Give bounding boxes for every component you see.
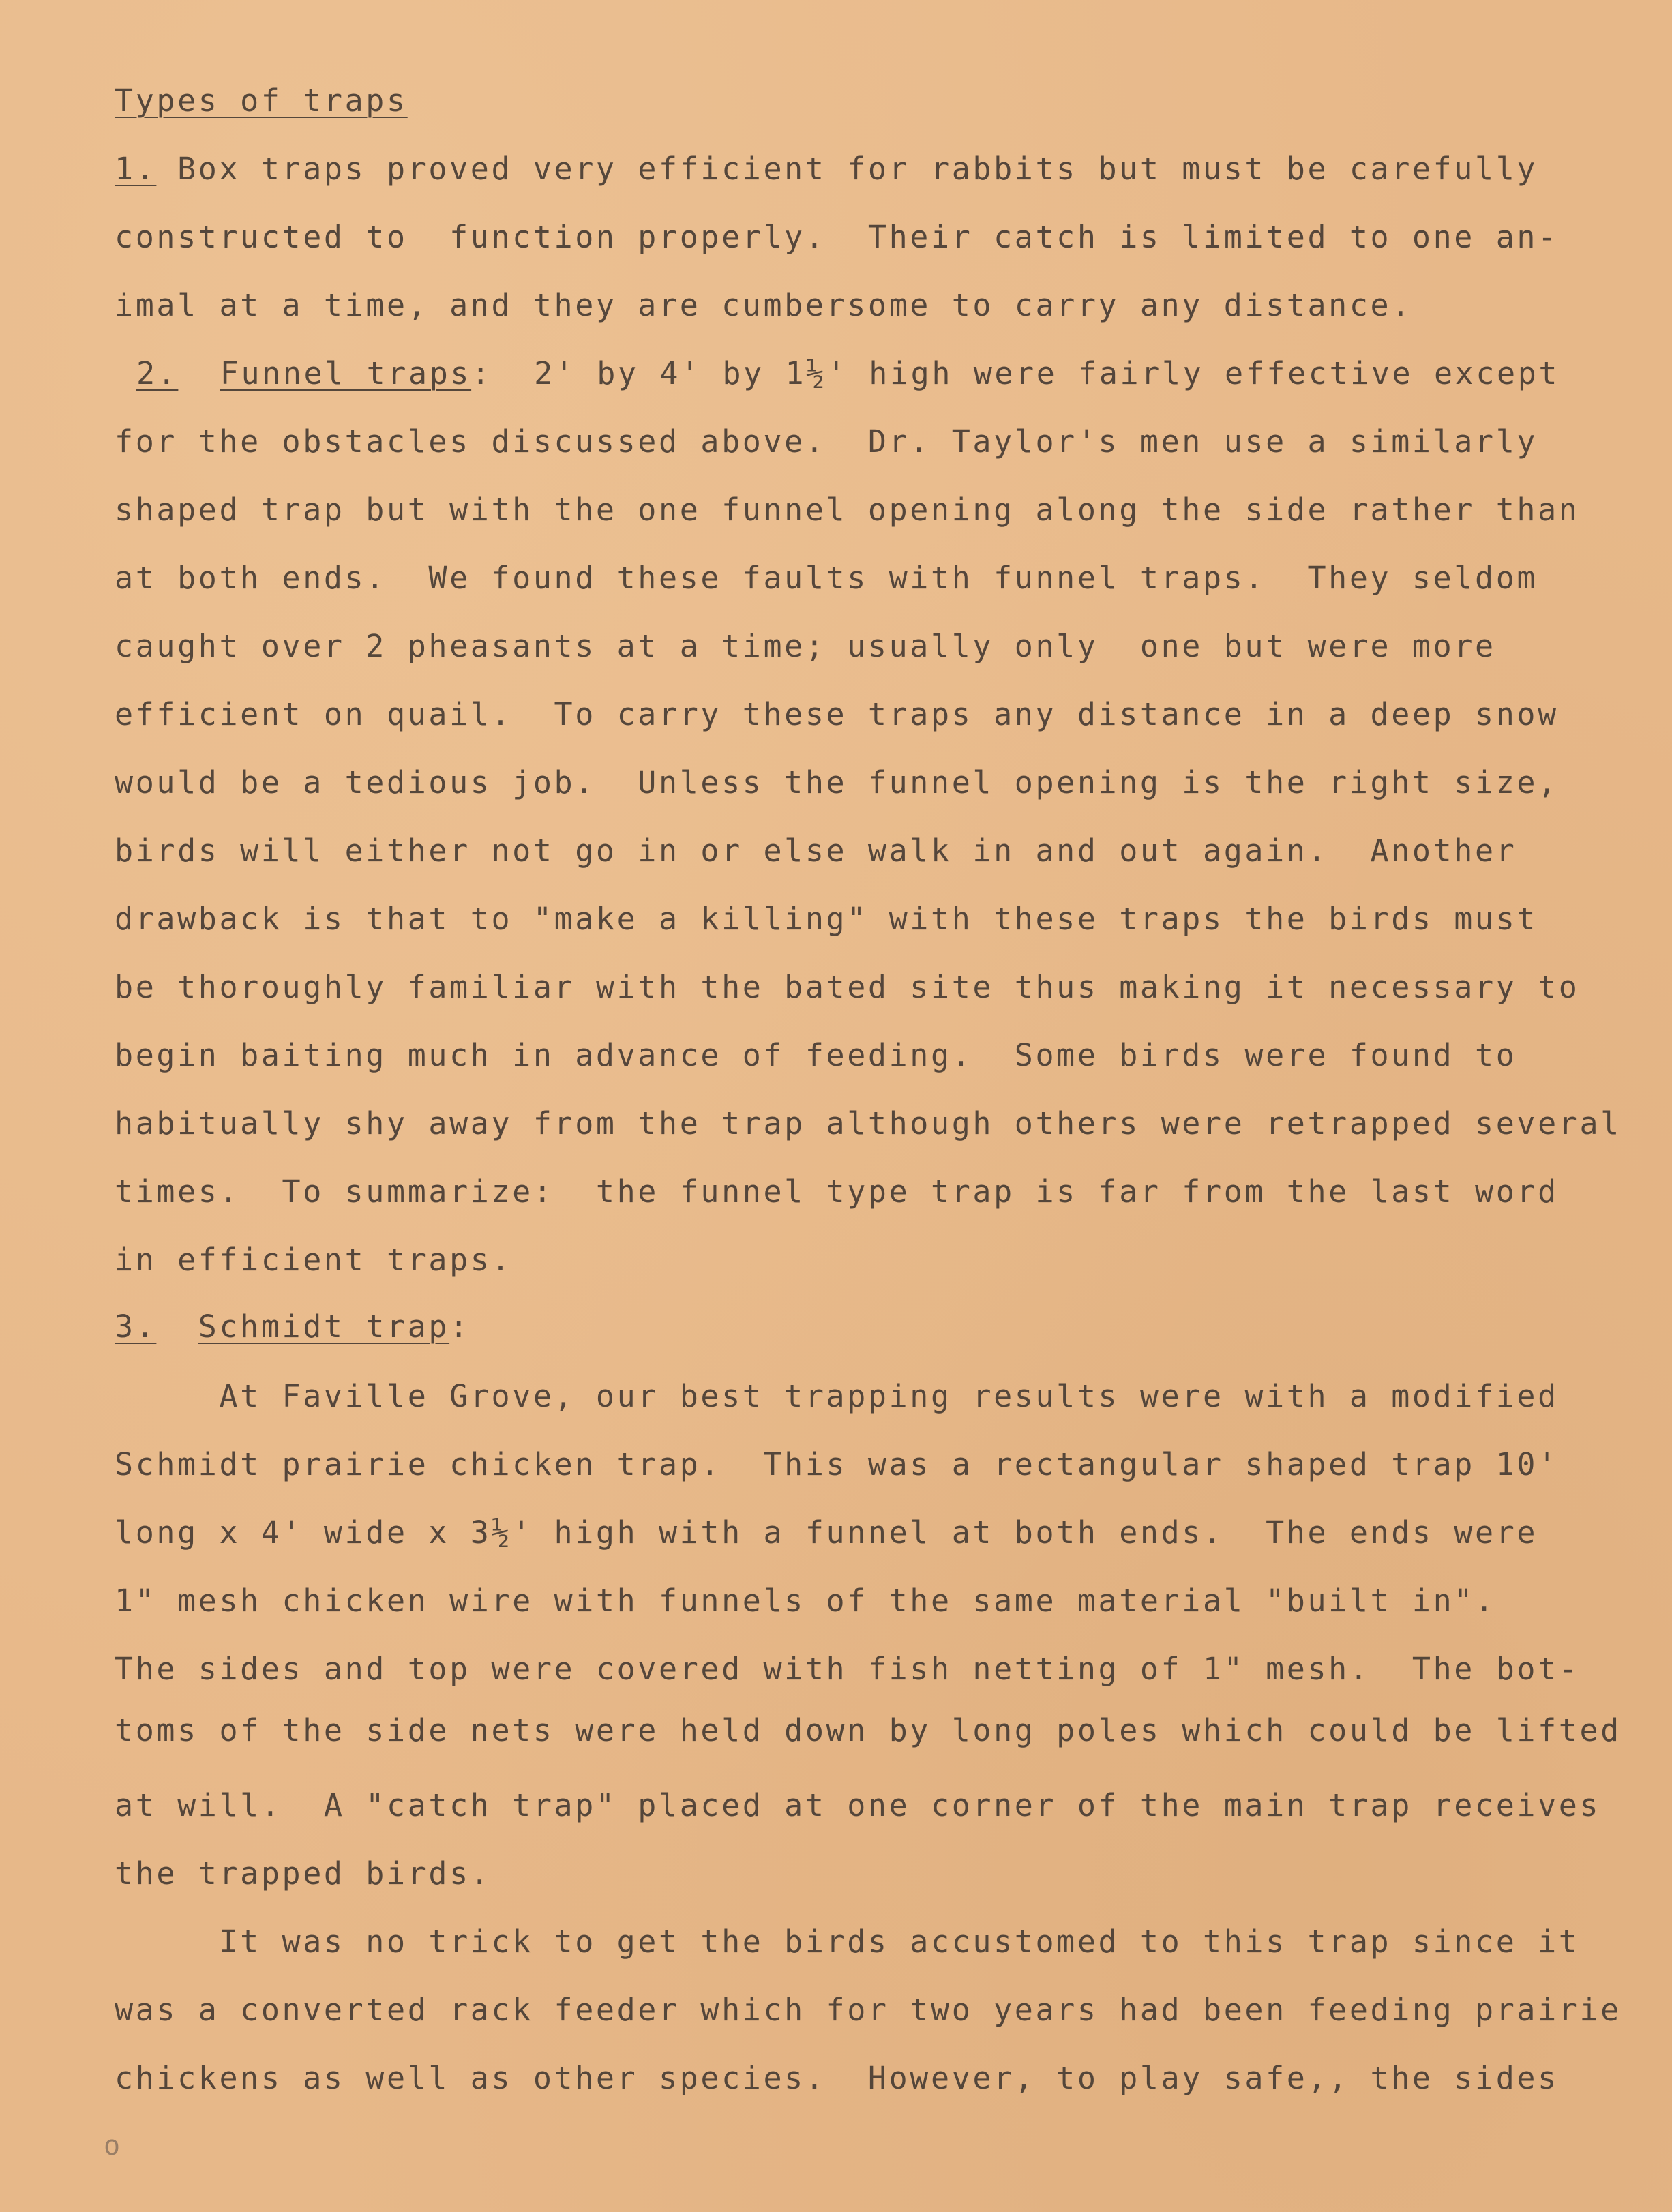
text-line-16: times. To summarize: the funnel type trap is far from the last word [115,1174,1559,1210]
text-line-10: would be a tedious job. Unless the funnel opening is the right size, [115,764,1559,801]
text-line-22: 1" mesh chicken wire with funnels of the same material "built in". [115,1583,1496,1619]
item-number-3: 3. [115,1309,157,1345]
text-line-18 [115,1306,471,1347]
page-corner-mark: o [104,2130,121,2162]
item-number-2: 2. [136,355,179,391]
text-line-19: At Faville Grove, our best trapping results were with a modified [115,1378,1559,1414]
text-line-4 [136,353,1559,394]
text-line-28: was a converted rack feeder which for two years had been feeding prairie [115,1992,1622,2028]
text-line-13: be thoroughly familiar with the bated site thus making it necessary to [115,969,1580,1005]
line-text [178,355,220,391]
text-line-11: birds will either not go in or else walk in and out again. Another [115,833,1517,869]
text-line-15: habitually shy away from the trap although others were retrapped several [115,1105,1622,1141]
line-text [156,1309,198,1345]
text-line-2: constructed to function properly. Their catch is limited to one an- [115,219,1559,255]
line-text: : 2' by 4' by 1½' high were fairly effective except [471,355,1560,391]
text-line-14: begin baiting much in advance of feeding. Some birds were found to [115,1037,1517,1073]
line-text: Box traps proved very efficient for rabbits but must be carefully [156,151,1538,187]
text-line-25: at will. A "catch trap" placed at one corner of the main trap receives [115,1787,1601,1823]
text-line-3: imal at a time, and they are cumbersome to carry any distance. [115,287,1412,323]
funnel-traps-subheading: Funnel traps [220,355,472,391]
text-line-9: efficient on quail. To carry these traps any distance in a deep snow [115,696,1559,732]
text-line-8: caught over 2 pheasants at a time; usually only one but were more [115,628,1496,664]
text-line-23: The sides and top were covered with fish netting of 1" mesh. The bot- [115,1651,1580,1687]
text-line-29: chickens as well as other species. However, to play safe,, the sides [115,2060,1559,2096]
text-line-6: shaped trap but with the one funnel opening along the side rather than [115,492,1580,528]
schmidt-trap-subheading: Schmidt trap [198,1309,450,1345]
text-line-26: the trapped birds. [115,1855,492,1892]
text-line-20: Schmidt prairie chicken trap. This was a rectangular shaped trap 10' [115,1446,1559,1482]
text-line-24: toms of the side nets were held down by long poles which could be lifted [115,1712,1622,1748]
text-line-1 [115,149,1538,190]
text-line-7: at both ends. We found these faults with funnel traps. They seldom [115,560,1538,596]
text-line-12: drawback is that to "make a killing" with these traps the birds must [115,901,1538,937]
text-line-17: in efficient traps. [115,1242,513,1278]
text-line-21: long x 4' wide x 3½' high with a funnel at both ends. The ends were [115,1514,1538,1551]
text-line-27: It was no trick to get the birds accustomed to this trap since it [115,1924,1580,1960]
line-text: : [449,1309,471,1345]
item-number-1: 1. [115,151,157,187]
section-heading: Types of traps [115,83,408,119]
text-line-5: for the obstacles discussed above. Dr. Taylor's men use a similarly [115,423,1538,460]
